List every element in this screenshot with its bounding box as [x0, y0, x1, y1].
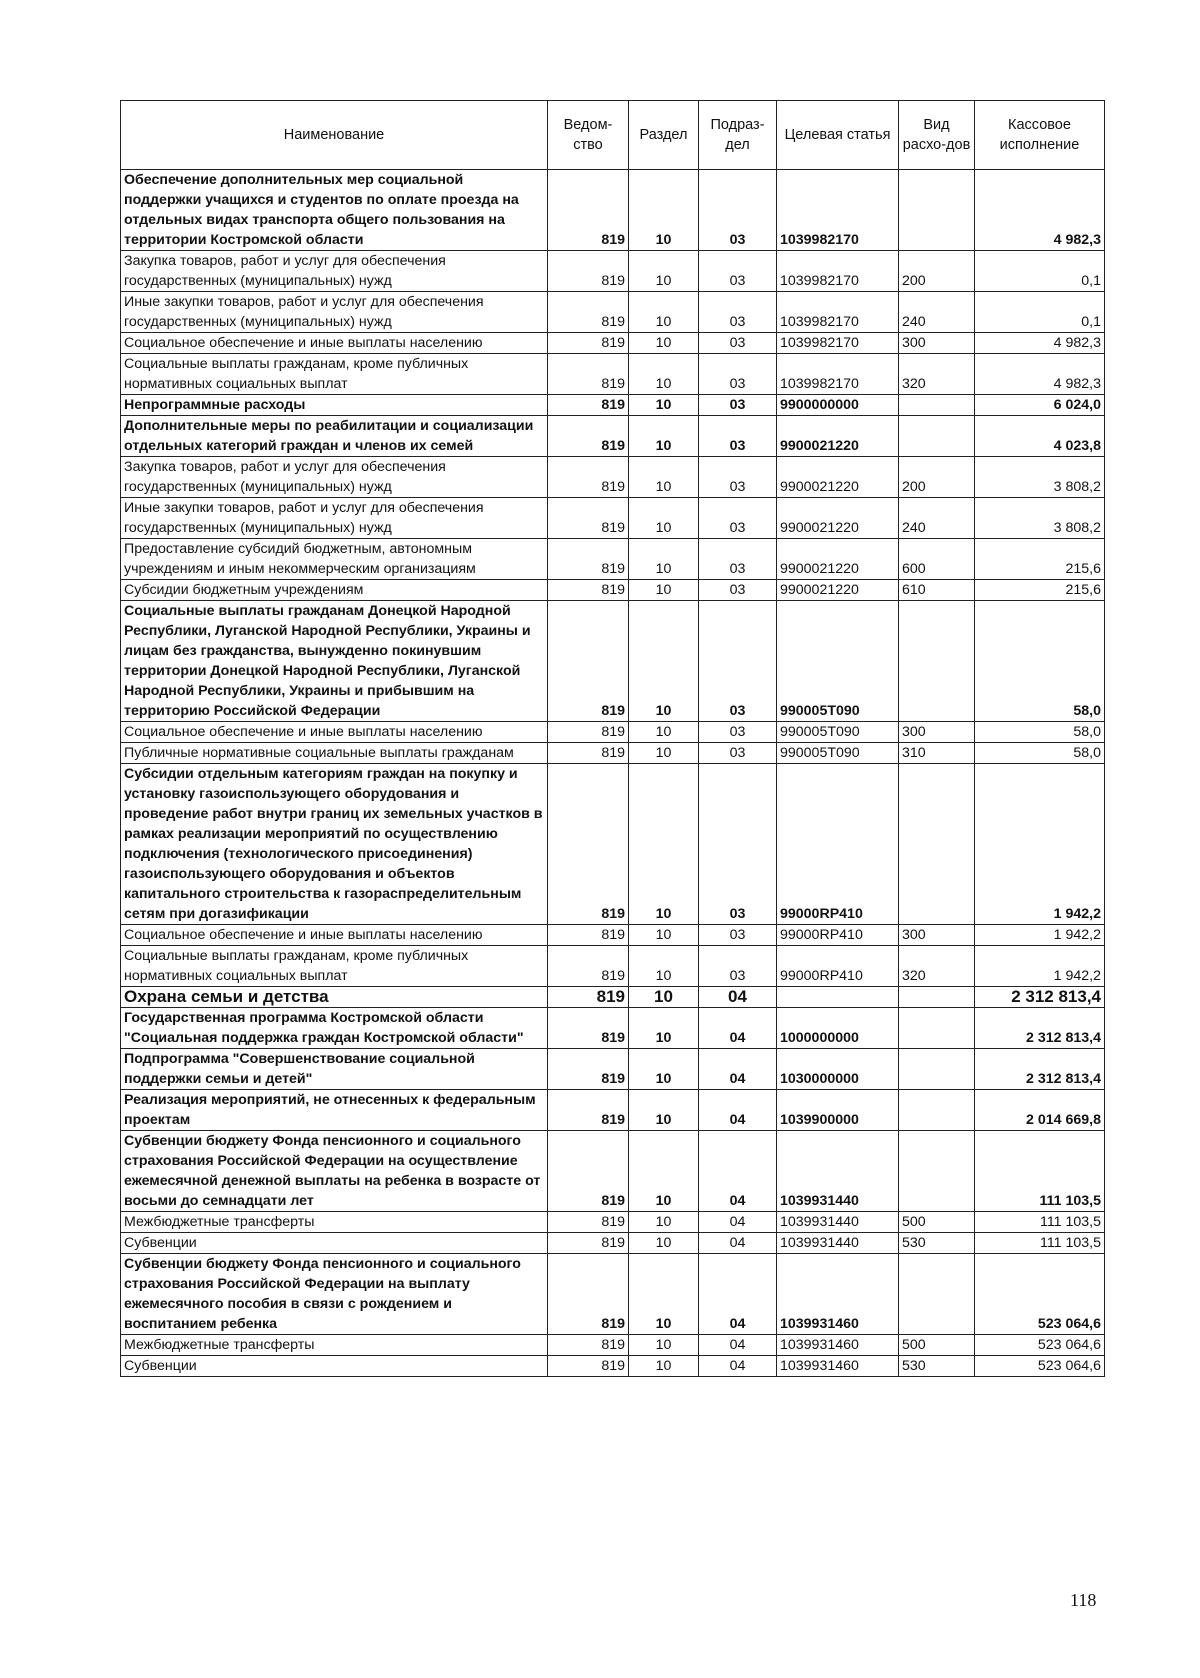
cell-name: Дополнительные меры по реабилитации и социализации отдельных категорий граждан и членов их семей	[121, 416, 548, 457]
cell-celevaya: 1039982170	[777, 170, 899, 251]
cell-vid: 320	[899, 946, 975, 987]
cell-celevaya: 9900021220	[777, 539, 899, 580]
cell-ved: 819	[548, 354, 629, 395]
cell-celevaya: 1039931440	[777, 1212, 899, 1233]
cell-kassovoe: 4 982,3	[975, 354, 1105, 395]
cell-kassovoe: 1 942,2	[975, 925, 1105, 946]
cell-vid: 200	[899, 251, 975, 292]
cell-vid	[899, 1131, 975, 1212]
cell-ved: 819	[548, 1335, 629, 1356]
cell-razdel: 10	[629, 1131, 699, 1212]
cell-celevaya: 990005T090	[777, 601, 899, 722]
budget-sheet	[120, 100, 1104, 1377]
table-row	[121, 354, 1105, 395]
cell-celevaya: 9900021220	[777, 580, 899, 601]
cell-vid	[899, 601, 975, 722]
table-row	[121, 457, 1105, 498]
cell-kassovoe: 111 103,5	[975, 1131, 1105, 1212]
cell-celevaya: 1039931440	[777, 1233, 899, 1254]
table-row	[121, 395, 1105, 416]
cell-podrazdel: 03	[699, 416, 777, 457]
cell-celevaya: 99000RP410	[777, 764, 899, 925]
header-kassovoe: Кассовое исполнение	[975, 101, 1105, 170]
cell-podrazdel: 04	[699, 1356, 777, 1377]
cell-podrazdel: 03	[699, 170, 777, 251]
cell-razdel: 10	[629, 1008, 699, 1049]
cell-razdel: 10	[629, 1049, 699, 1090]
table-row	[121, 580, 1105, 601]
cell-kassovoe: 6 024,0	[975, 395, 1105, 416]
cell-vid: 300	[899, 722, 975, 743]
cell-vid: 530	[899, 1356, 975, 1377]
cell-celevaya: 1039982170	[777, 251, 899, 292]
cell-celevaya: 990005T090	[777, 743, 899, 764]
cell-kassovoe: 523 064,6	[975, 1335, 1105, 1356]
cell-vid: 600	[899, 539, 975, 580]
header-podrazdel: Подраз-дел	[699, 101, 777, 170]
cell-kassovoe: 111 103,5	[975, 1233, 1105, 1254]
table-row	[121, 333, 1105, 354]
cell-razdel: 10	[629, 743, 699, 764]
cell-razdel: 10	[629, 925, 699, 946]
cell-ved: 819	[548, 1049, 629, 1090]
cell-kassovoe: 2 312 813,4	[975, 1049, 1105, 1090]
cell-podrazdel: 04	[699, 1008, 777, 1049]
table-row	[121, 1212, 1105, 1233]
cell-ved: 819	[548, 457, 629, 498]
table-row	[121, 498, 1105, 539]
cell-razdel: 10	[629, 333, 699, 354]
cell-kassovoe: 2 312 813,4	[975, 987, 1105, 1008]
cell-podrazdel: 03	[699, 251, 777, 292]
cell-kassovoe: 2 014 669,8	[975, 1090, 1105, 1131]
cell-name: Иные закупки товаров, работ и услуг для обеспечения государственных (муниципальных) нужд	[121, 498, 548, 539]
cell-vid: 530	[899, 1233, 975, 1254]
cell-ved: 819	[548, 764, 629, 925]
cell-celevaya: 1039931460	[777, 1254, 899, 1335]
header-razdel: Раздел	[629, 101, 699, 170]
cell-kassovoe: 3 808,2	[975, 498, 1105, 539]
cell-razdel: 10	[629, 722, 699, 743]
cell-podrazdel: 03	[699, 395, 777, 416]
cell-kassovoe: 523 064,6	[975, 1356, 1105, 1377]
cell-razdel: 10	[629, 946, 699, 987]
cell-podrazdel: 03	[699, 743, 777, 764]
cell-celevaya: 9900021220	[777, 498, 899, 539]
cell-ved: 819	[548, 539, 629, 580]
cell-name: Субсидии бюджетным учреждениям	[121, 580, 548, 601]
table-row	[121, 539, 1105, 580]
table-row	[121, 722, 1105, 743]
cell-name: Субвенции	[121, 1233, 548, 1254]
cell-name: Закупка товаров, работ и услуг для обеспечения государственных (муниципальных) нужд	[121, 457, 548, 498]
cell-podrazdel: 04	[699, 1131, 777, 1212]
cell-ved: 819	[548, 925, 629, 946]
cell-vid: 200	[899, 457, 975, 498]
cell-razdel: 10	[629, 1335, 699, 1356]
cell-razdel: 10	[629, 416, 699, 457]
table-row	[121, 1131, 1105, 1212]
cell-celevaya: 1039931440	[777, 1131, 899, 1212]
cell-ved: 819	[548, 743, 629, 764]
cell-kassovoe: 4 982,3	[975, 333, 1105, 354]
cell-vid: 240	[899, 292, 975, 333]
cell-ved: 819	[548, 1254, 629, 1335]
table-row	[121, 292, 1105, 333]
cell-podrazdel: 03	[699, 539, 777, 580]
cell-celevaya: 1039982170	[777, 354, 899, 395]
cell-podrazdel: 03	[699, 292, 777, 333]
cell-vid: 240	[899, 498, 975, 539]
cell-kassovoe: 111 103,5	[975, 1212, 1105, 1233]
cell-ved: 819	[548, 1008, 629, 1049]
cell-razdel: 10	[629, 457, 699, 498]
cell-name: Закупка товаров, работ и услуг для обеспечения государственных (муниципальных) нужд	[121, 251, 548, 292]
cell-ved: 819	[548, 946, 629, 987]
cell-celevaya: 1030000000	[777, 1049, 899, 1090]
cell-razdel: 10	[629, 1090, 699, 1131]
cell-razdel: 10	[629, 764, 699, 925]
cell-razdel: 10	[629, 601, 699, 722]
cell-name: Социальные выплаты гражданам Донецкой Народной Республики, Луганской Народной Республики, Украины и лицам без гражданства, вынужденно покинувшим территории Донецкой Народной Республики, Луганской Народной Республики, Украины и прибывшим на территорию Российской Федерации	[121, 601, 548, 722]
cell-razdel: 10	[629, 251, 699, 292]
cell-kassovoe: 4 023,8	[975, 416, 1105, 457]
header-name: Наименование	[121, 101, 548, 170]
cell-ved: 819	[548, 1356, 629, 1377]
cell-vid	[899, 987, 975, 1008]
cell-name: Субвенции	[121, 1356, 548, 1377]
cell-podrazdel: 04	[699, 1233, 777, 1254]
budget-table	[120, 100, 1105, 1377]
header-celevaya: Целевая статья	[777, 101, 899, 170]
cell-razdel: 10	[629, 170, 699, 251]
cell-podrazdel: 04	[699, 1212, 777, 1233]
cell-podrazdel: 03	[699, 722, 777, 743]
cell-celevaya: 1000000000	[777, 1008, 899, 1049]
cell-ved: 819	[548, 1212, 629, 1233]
cell-kassovoe: 1 942,2	[975, 946, 1105, 987]
cell-kassovoe: 523 064,6	[975, 1254, 1105, 1335]
cell-kassovoe: 215,6	[975, 580, 1105, 601]
table-row	[121, 416, 1105, 457]
cell-ved: 819	[548, 1131, 629, 1212]
table-row	[121, 1335, 1105, 1356]
cell-name: Субвенции бюджету Фонда пенсионного и социального страхования Российской Федерации на выплату ежемесячного пособия в связи с рождением и воспитанием ребенка	[121, 1254, 548, 1335]
cell-name: Подпрограмма "Совершенствование социальной поддержки семьи и детей"	[121, 1049, 548, 1090]
table-row	[121, 1356, 1105, 1377]
cell-podrazdel: 03	[699, 601, 777, 722]
cell-name: Социальное обеспечение и иные выплаты населению	[121, 722, 548, 743]
table-body	[121, 170, 1105, 1377]
cell-razdel: 10	[629, 580, 699, 601]
cell-razdel: 10	[629, 987, 699, 1008]
cell-vid	[899, 764, 975, 925]
cell-vid	[899, 395, 975, 416]
cell-kassovoe: 0,1	[975, 292, 1105, 333]
cell-vid: 300	[899, 925, 975, 946]
cell-celevaya: 1039982170	[777, 333, 899, 354]
cell-vid: 500	[899, 1335, 975, 1356]
cell-ved: 819	[548, 333, 629, 354]
cell-podrazdel: 03	[699, 498, 777, 539]
cell-ved: 819	[548, 722, 629, 743]
cell-podrazdel: 03	[699, 354, 777, 395]
cell-name: Субсидии отдельным категориям граждан на покупку и установку газоиспользующего оборудования и проведение работ внутри границ их земельных участков в рамках реализации мероприятий по осуществлению подключения (технологического присоединения) газоиспользующего оборудования и объектов капитального строительства к газораспределительным сетям при догазификации	[121, 764, 548, 925]
cell-name: Социальное обеспечение и иные выплаты населению	[121, 925, 548, 946]
cell-celevaya: 1039900000	[777, 1090, 899, 1131]
cell-razdel: 10	[629, 395, 699, 416]
cell-vid	[899, 1090, 975, 1131]
cell-podrazdel: 03	[699, 580, 777, 601]
cell-name: Непрограммные расходы	[121, 395, 548, 416]
cell-ved: 819	[548, 498, 629, 539]
cell-celevaya: 1039982170	[777, 292, 899, 333]
cell-kassovoe: 0,1	[975, 251, 1105, 292]
cell-ved: 819	[548, 395, 629, 416]
cell-celevaya: 99000RP410	[777, 946, 899, 987]
cell-vid	[899, 1049, 975, 1090]
cell-podrazdel: 03	[699, 457, 777, 498]
table-row	[121, 764, 1105, 925]
cell-name: Публичные нормативные социальные выплаты гражданам	[121, 743, 548, 764]
cell-name: Охрана семьи и детства	[121, 987, 548, 1008]
cell-celevaya: 9900000000	[777, 395, 899, 416]
table-row	[121, 946, 1105, 987]
cell-name: Социальное обеспечение и иные выплаты населению	[121, 333, 548, 354]
table-row	[121, 1049, 1105, 1090]
cell-ved: 819	[548, 292, 629, 333]
cell-kassovoe: 58,0	[975, 601, 1105, 722]
cell-name: Межбюджетные трансферты	[121, 1212, 548, 1233]
cell-ved: 819	[548, 170, 629, 251]
cell-celevaya: 1039931460	[777, 1335, 899, 1356]
table-row	[121, 1233, 1105, 1254]
cell-kassovoe: 1 942,2	[975, 764, 1105, 925]
cell-vid: 300	[899, 333, 975, 354]
cell-name: Социальные выплаты гражданам, кроме публичных нормативных социальных выплат	[121, 354, 548, 395]
cell-name: Предоставление субсидий бюджетным, автономным учреждениям и иным некоммерческим организациям	[121, 539, 548, 580]
cell-podrazdel: 04	[699, 1335, 777, 1356]
header-vid: Вид расхо-дов	[899, 101, 975, 170]
cell-razdel: 10	[629, 1254, 699, 1335]
cell-podrazdel: 04	[699, 1254, 777, 1335]
cell-celevaya: 9900021220	[777, 416, 899, 457]
cell-razdel: 10	[629, 1356, 699, 1377]
cell-celevaya	[777, 987, 899, 1008]
cell-kassovoe: 3 808,2	[975, 457, 1105, 498]
cell-vid	[899, 1254, 975, 1335]
cell-name: Иные закупки товаров, работ и услуг для обеспечения государственных (муниципальных) нужд	[121, 292, 548, 333]
table-row	[121, 1090, 1105, 1131]
cell-podrazdel: 04	[699, 1049, 777, 1090]
cell-razdel: 10	[629, 1233, 699, 1254]
cell-name: Обеспечение дополнительных мер социальной поддержки учащихся и студентов по оплате проезда на отдельных видах транспорта общего пользования на территории Костромской области	[121, 170, 548, 251]
cell-razdel: 10	[629, 292, 699, 333]
table-row	[121, 170, 1105, 251]
cell-name: Реализация мероприятий, не отнесенных к федеральным проектам	[121, 1090, 548, 1131]
cell-ved: 819	[548, 987, 629, 1008]
cell-kassovoe: 58,0	[975, 722, 1105, 743]
table-row	[121, 925, 1105, 946]
cell-ved: 819	[548, 251, 629, 292]
cell-celevaya: 9900021220	[777, 457, 899, 498]
header-ved: Ведом-ство	[548, 101, 629, 170]
cell-name: Субвенции бюджету Фонда пенсионного и социального страхования Российской Федерации на осуществление ежемесячной денежной выплаты на ребенка в возрасте от восьми до семнадцати лет	[121, 1131, 548, 1212]
cell-vid	[899, 416, 975, 457]
cell-razdel: 10	[629, 539, 699, 580]
cell-vid	[899, 170, 975, 251]
cell-vid: 500	[899, 1212, 975, 1233]
cell-podrazdel: 03	[699, 333, 777, 354]
table-row	[121, 251, 1105, 292]
cell-podrazdel: 03	[699, 946, 777, 987]
cell-podrazdel: 04	[699, 1090, 777, 1131]
cell-podrazdel: 04	[699, 987, 777, 1008]
cell-name: Межбюджетные трансферты	[121, 1335, 548, 1356]
page-number: 118	[1070, 1590, 1097, 1610]
cell-ved: 819	[548, 601, 629, 722]
cell-vid: 320	[899, 354, 975, 395]
cell-podrazdel: 03	[699, 925, 777, 946]
cell-kassovoe: 215,6	[975, 539, 1105, 580]
cell-ved: 819	[548, 1233, 629, 1254]
cell-celevaya: 1039931460	[777, 1356, 899, 1377]
cell-celevaya: 99000RP410	[777, 925, 899, 946]
cell-ved: 819	[548, 1090, 629, 1131]
cell-razdel: 10	[629, 498, 699, 539]
cell-vid: 610	[899, 580, 975, 601]
cell-name: Государственная программа Костромской области "Социальная поддержка граждан Костромской области"	[121, 1008, 548, 1049]
cell-kassovoe: 2 312 813,4	[975, 1008, 1105, 1049]
table-row	[121, 1254, 1105, 1335]
cell-kassovoe: 4 982,3	[975, 170, 1105, 251]
table-row	[121, 987, 1105, 1008]
table-header	[121, 101, 1105, 170]
cell-vid	[899, 1008, 975, 1049]
cell-ved: 819	[548, 416, 629, 457]
cell-ved: 819	[548, 580, 629, 601]
cell-celevaya: 990005T090	[777, 722, 899, 743]
cell-podrazdel: 03	[699, 764, 777, 925]
table-row	[121, 1008, 1105, 1049]
cell-razdel: 10	[629, 1212, 699, 1233]
header-row	[121, 101, 1105, 170]
cell-vid: 310	[899, 743, 975, 764]
table-row	[121, 601, 1105, 722]
table-row	[121, 743, 1105, 764]
cell-kassovoe: 58,0	[975, 743, 1105, 764]
cell-name: Социальные выплаты гражданам, кроме публичных нормативных социальных выплат	[121, 946, 548, 987]
cell-razdel: 10	[629, 354, 699, 395]
